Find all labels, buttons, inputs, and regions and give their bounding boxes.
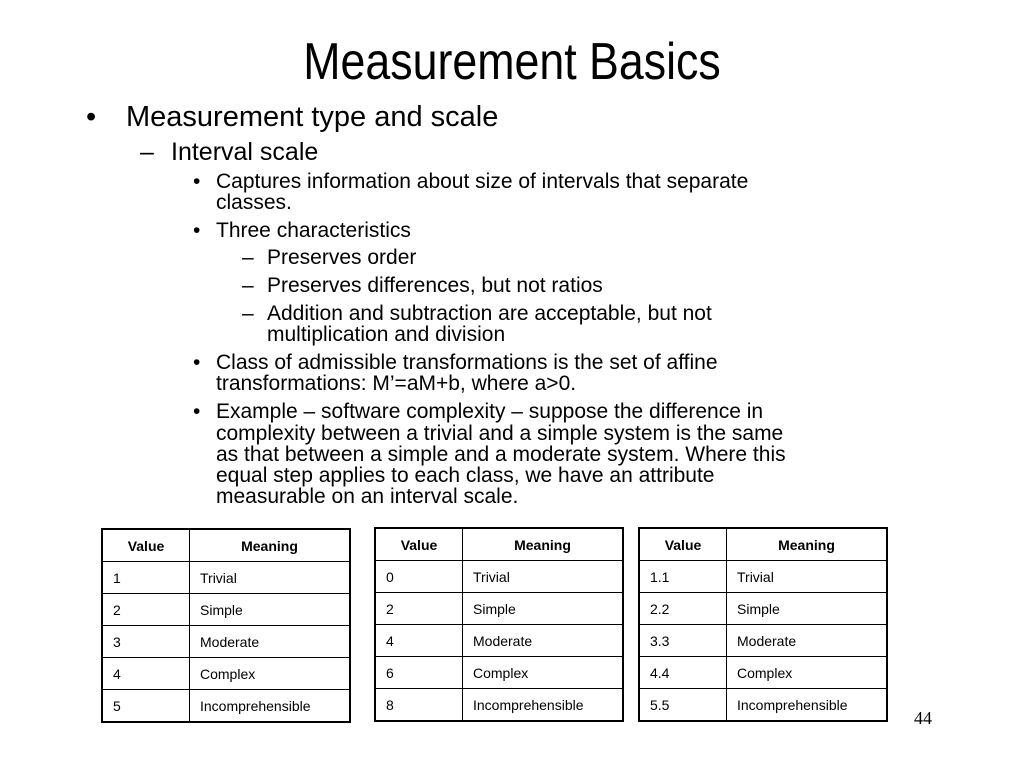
table-row [375,593,623,625]
table-row [639,625,887,657]
value-cell: 4.4 [639,657,727,689]
value-table-3 [638,527,888,722]
meaning-cell: Complex [190,658,351,690]
table-row [102,562,350,594]
table-row [639,657,887,689]
bullet-level3-text: Captures information about size of intervals that separate [216,170,749,193]
value-cell: 3 [102,626,190,658]
bullet-level3-text: as that between a simple and a moderate system. Where this [216,443,786,466]
meaning-cell: Incomprehensible [463,689,624,722]
dash-marker: – [242,302,254,325]
bullet-level4-text: Preserves differences, but not ratios [267,274,603,297]
value-cell: 0 [375,561,463,593]
column-header-meaning: Meaning [190,529,351,562]
table-row [102,658,350,690]
value-cell: 3.3 [639,625,727,657]
bullet-marker: • [193,351,201,374]
bullet-level3-text: equal step applies to each class, we have an attribute [216,464,715,487]
meaning-cell: Moderate [727,625,888,657]
bullet-level3-text: Three characteristics [216,219,411,242]
bullet-level3-text: complexity between a trivial and a simple system is the same [216,422,784,445]
bullet-level3-text: transformations: M’=aM+b, where a>0. [216,372,577,395]
meaning-cell: Trivial [727,561,888,593]
bullet-level4-text: Addition and subtraction are acceptable, but not [267,302,712,325]
value-cell: 6 [375,657,463,689]
table-row [375,689,623,722]
value-table-2 [374,527,624,722]
value-cell: 1 [102,562,190,594]
slide-title: Measurement Basics [303,33,721,91]
table-header-row [102,529,350,562]
bullet-marker: • [86,101,97,133]
table-row [375,561,623,593]
table-row [102,690,350,723]
meaning-cell: Complex [727,657,888,689]
table-row [375,625,623,657]
bullet-level1-text: Measurement type and scale [126,101,499,133]
bullet-level3-text: Example – software complexity – suppose the difference in [216,400,764,423]
value-cell: 4 [102,658,190,690]
meaning-cell: Trivial [463,561,624,593]
bullet-level2-text: Interval scale [171,138,319,166]
value-cell: 2 [102,594,190,626]
value-cell: 4 [375,625,463,657]
table-header-row [639,528,887,561]
bullet-level3-text: classes. [216,191,292,214]
table-row [639,593,887,625]
bullet-level4-text: multiplication and division [267,323,506,346]
bullet-marker: • [193,219,201,242]
value-cell: 2 [375,593,463,625]
column-header-meaning: Meaning [727,528,888,561]
meaning-cell: Simple [463,593,624,625]
value-table-1 [101,528,351,723]
dash-marker: – [140,138,154,166]
table-row [102,626,350,658]
meaning-cell: Incomprehensible [727,689,888,722]
table-row [639,561,887,593]
meaning-cell: Moderate [463,625,624,657]
meaning-cell: Moderate [190,626,351,658]
page-number: 44 [914,708,932,728]
value-cell: 2.2 [639,593,727,625]
table-row [102,594,350,626]
meaning-cell: Incomprehensible [190,690,351,723]
bullet-marker: • [193,170,201,193]
table-row [639,689,887,722]
column-header-value: Value [375,528,463,561]
meaning-cell: Simple [727,593,888,625]
table-header-row [375,528,623,561]
value-cell: 1.1 [639,561,727,593]
meaning-cell: Complex [463,657,624,689]
meaning-cell: Trivial [190,562,351,594]
dash-marker: – [242,274,254,297]
value-cell: 5.5 [639,689,727,722]
table-row [375,657,623,689]
bullet-level3-text: measurable on an interval scale. [216,485,519,508]
column-header-value: Value [639,528,727,561]
bullet-level3-text: Class of admissible transformations is the set of affine [216,351,718,374]
value-cell: 8 [375,689,463,722]
column-header-meaning: Meaning [463,528,624,561]
column-header-value: Value [102,529,190,562]
dash-marker: – [242,246,254,269]
value-cell: 5 [102,690,190,723]
bullet-marker: • [193,400,201,423]
bullet-level4-text: Preserves order [267,246,417,269]
meaning-cell: Simple [190,594,351,626]
